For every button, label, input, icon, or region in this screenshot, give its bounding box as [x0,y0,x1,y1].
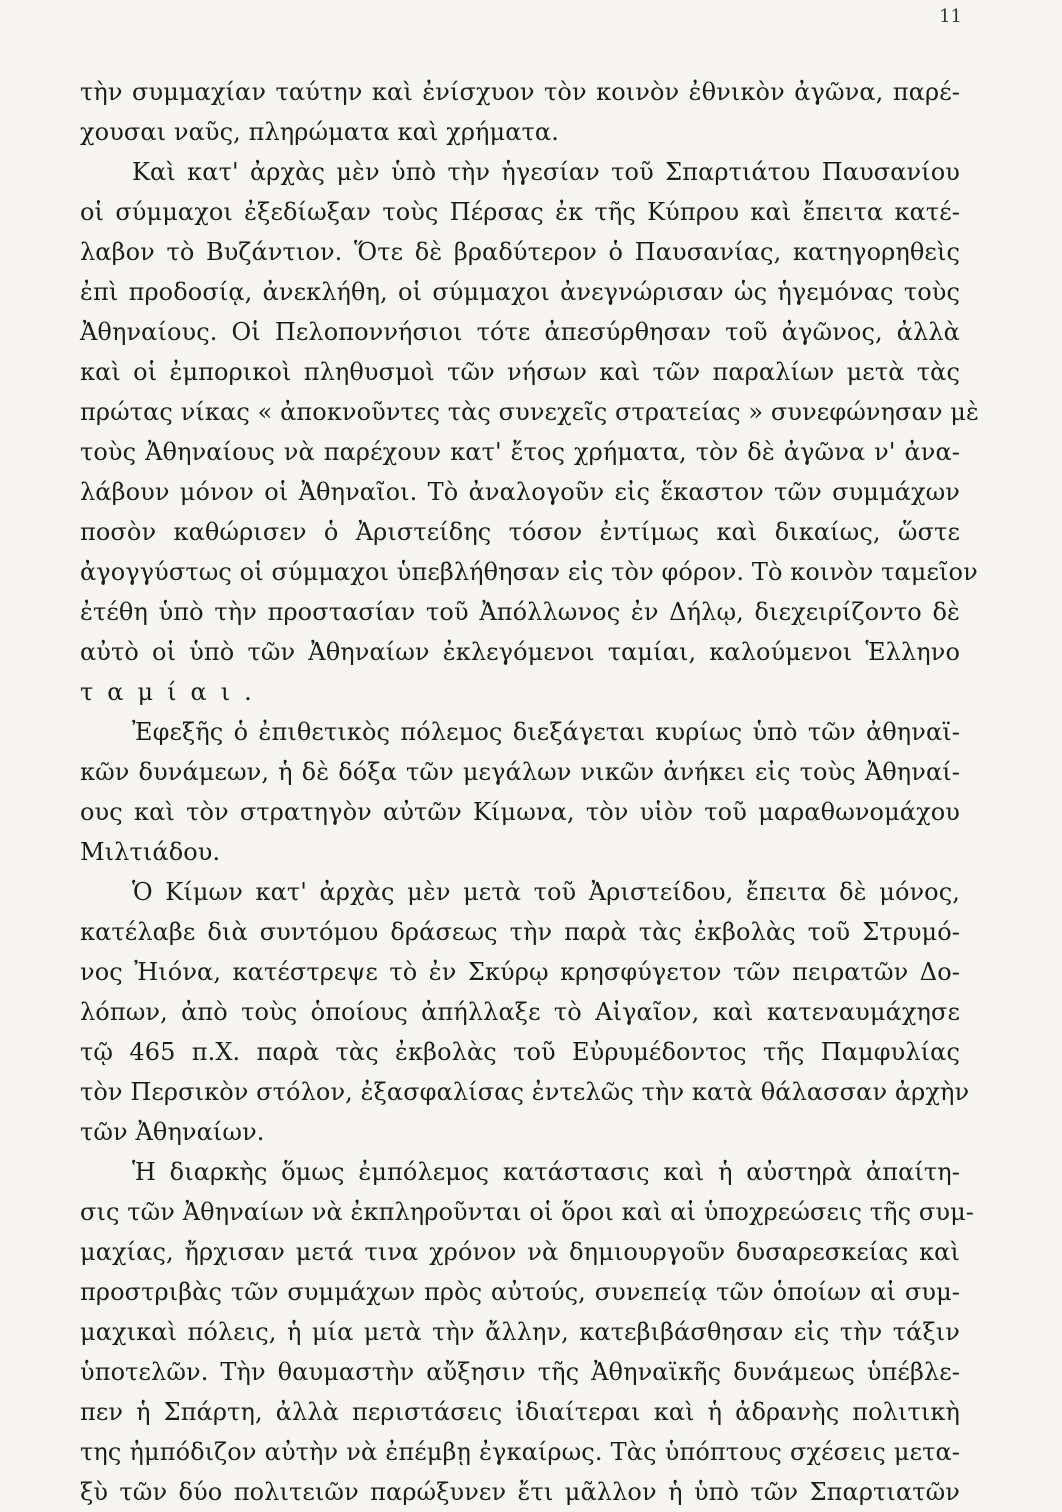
text-line: τὸν Περσικὸν στόλον, ἐξασφαλίσας ἐντελῶς τὴν κατὰ θάλασσαν ἀρχὴν [80,1078,970,1106]
text-line: λαβον τὸ Βυζάντιον. Ὅτε δὲ βραδύτερον ὁ Παυσανίας, κατηγορηθεὶς [80,238,960,266]
text-line: καὶ οἱ ἐμπορικοὶ πληθυσμοὶ τῶν νήσων καὶ τῶν παραλίων μετὰ τὰς [80,358,960,386]
text-line: Ἐφεξῆς ὁ ἐπιθετικὸς πόλεμος διεξάγεται κυρίως ὑπὸ τῶν ἀθηναϊ- [132,718,960,746]
text-line: ὑποτελῶν. Τὴν θαυμαστὴν αὔξησιν τῆς Ἀθηναϊκῆς δυνάμεως ὑπέβλε- [80,1358,960,1386]
text-line: πεν ἡ Σπάρτη, ἀλλὰ περιστάσεις ἰδιαίτεραι καὶ ἡ ἀδρανὴς πολιτικὴ [80,1398,960,1426]
text-line: ους καὶ τὸν στρατηγὸν αὐτῶν Κίμωνα, τὸν υἱὸν τοῦ μαραθωνομάχου [80,798,960,826]
page-body [80,72,979,1512]
text-line: μαχικαὶ πόλεις, ἡ μία μετὰ τὴν ἄλλην, κατεβιβάσθησαν εἰς τὴν τάξιν [80,1318,960,1346]
text-line: της ἠμπόδιζον αὐτὴν νὰ ἐπέμβῃ ἐγκαίρως. Τὰς ὑπόπτους σχέσεις μετα- [80,1438,960,1466]
text-line: Μιλτιάδου. [80,838,221,866]
text-line: προστριβὰς τῶν συμμάχων πρὸς αὐτούς, συνεπείᾳ τῶν ὁποίων αἱ συμ- [80,1278,960,1306]
text-line: πρώτας νίκας « ἀποκνοῦντες τὰς συνεχεῖς στρατείας » συνεφώνησαν μὲ [80,398,979,426]
text-line: χουσαι ναῦς, πληρώματα καὶ χρήματα. [80,118,559,146]
text-line: κατέλαβε διὰ συντόμου δράσεως τὴν παρὰ τὰς ἐκβολὰς τοῦ Στρυμό- [80,918,960,946]
text-line: νος Ἠιόνα, κατέστρεψε τὸ ἐν Σκύρῳ κρησφύγετον τῶν πειρατῶν Δο- [80,958,960,986]
text-line: ποσὸν καθώρισεν ὁ Ἀριστείδης τόσον ἐντίμως καὶ δικαίως, ὥστε [80,518,960,546]
text-line: σις τῶν Ἀθηναίων νὰ ἐκπληροῦνται οἱ ὅροι καὶ αἱ ὑποχρεώσεις τῆς συμ- [80,1198,975,1226]
text-line: Ἡ διαρκὴς ὅμως ἐμπόλεμος κατάστασις καὶ ἡ αὐστηρὰ ἀπαίτη- [132,1158,960,1186]
text-line: Ἀθηναίους. Οἱ Πελοποννήσιοι τότε ἀπεσύρθησαν τοῦ ἀγῶνος, ἀλλὰ [80,318,960,346]
text-line: Καὶ κατ' ἀρχὰς μὲν ὑπὸ τὴν ἡγεσίαν τοῦ Σπαρτιάτου Παυσανίου [132,158,960,186]
page-number: 11 [939,6,962,27]
text-line: ἀγογγύστως οἱ σύμμαχοι ὑπεβλήθησαν εἰς τὸν φόρον. Τὸ κοινὸν ταμεῖον [80,558,978,586]
text-line: Ὁ Κίμων κατ' ἀρχὰς μὲν μετὰ τοῦ Ἀριστείδου, ἔπειτα δὲ μόνος, [132,878,960,906]
text-line: ταμίαι. [80,678,266,706]
text-line: λόπων, ἀπὸ τοὺς ὁποίους ἀπήλλαξε τὸ Αἰγαῖον, καὶ κατεναυμάχησε [80,998,960,1026]
text-line: οἱ σύμμαχοι ἐξεδίωξαν τοὺς Πέρσας ἐκ τῆς Κύπρου καὶ ἔπειτα κατέ- [80,198,960,226]
text-line: τῶν Ἀθηναίων. [80,1118,265,1146]
text-line: τῷ 465 π.Χ. παρὰ τὰς ἐκβολὰς τοῦ Εὐρυμέδοντος τῆς Παμφυλίας [80,1038,960,1066]
text-line: τὴν συμμαχίαν ταύτην καὶ ἐνίσχυον τὸν κοινὸν ἐθνικὸν ἀγῶνα, παρέ- [80,78,960,106]
text-line: ἐπὶ προδοσίᾳ, ἀνεκλήθη, οἱ σύμμαχοι ἀνεγνώρισαν ὡς ἡγεμόνας τοὺς [80,278,960,306]
text-line: μαχίας, ἤρχισαν μετά τινα χρόνον νὰ δημιουργοῦν δυσαρεσκείας καὶ [80,1238,960,1266]
text-line: τοὺς Ἀθηναίους νὰ παρέχουν κατ' ἔτος χρήματα, τὸν δὲ ἀγῶνα ν' ἀνα- [80,438,960,466]
text-line: ἐτέθη ὑπὸ τὴν προστασίαν τοῦ Ἀπόλλωνος ἐν Δήλῳ, διεχειρίζοντο δὲ [80,598,960,626]
text-line: αὐτὸ οἱ ὑπὸ τῶν Ἀθηναίων ἐκλεγόμενοι ταμίαι, καλούμενοι Ἑλληνο [80,638,960,666]
text-line: κῶν δυνάμεων, ἡ δὲ δόξα τῶν μεγάλων νικῶν ἀνήκει εἰς τοὺς Ἀθηναί- [80,758,960,786]
text-line: λάβουν μόνον οἱ Ἀθηναῖοι. Τὸ ἀναλογοῦν εἰς ἕκαστον τῶν συμμάχων [80,478,960,506]
text-line: ξὺ τῶν δύο πολιτειῶν παρώξυνεν ἔτι μᾶλλον ἡ ὑπὸ τῶν Σπαρτιατῶν [80,1478,960,1506]
